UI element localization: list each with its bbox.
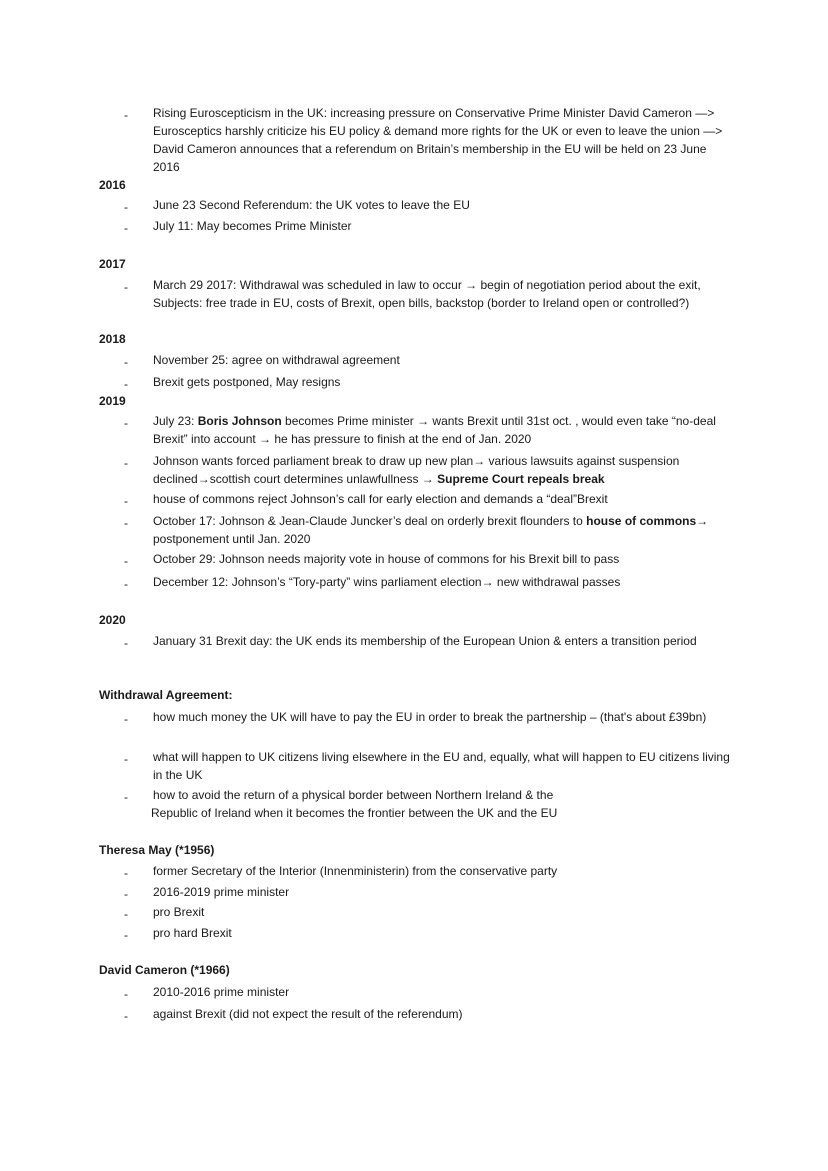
list-item-continuation: Republic of Ireland when it becomes the frontier between the UK and the EU <box>151 806 558 820</box>
bullet-dash: - <box>124 1009 128 1023</box>
bullet-dash: - <box>124 516 128 530</box>
list-item: Brexit gets postponed, May resigns <box>153 375 341 389</box>
bullet-dash: - <box>124 377 128 391</box>
list-item <box>153 452 733 488</box>
list-item: house of commons reject Johnson’s call for early election and demands a “deal”Brexit <box>153 492 608 506</box>
bullet-dash: - <box>124 108 128 122</box>
list-item: 2010-2016 prime minister <box>153 985 290 999</box>
bullet-dash: - <box>124 752 128 766</box>
list-item: pro Brexit <box>153 905 205 919</box>
bullet-dash: - <box>124 416 128 430</box>
heading-david-cameron: David Cameron (*1966) <box>99 963 230 977</box>
bullet-dash: - <box>124 636 128 650</box>
bullet-dash: - <box>124 577 128 591</box>
bullet-dash: - <box>124 200 128 214</box>
bullet-dash: - <box>124 280 128 294</box>
list-item: how much money the UK will have to pay the EU in order to break the partnership – (that's about £39bn) <box>153 710 707 724</box>
list-item: 2016-2019 prime minister <box>153 885 290 899</box>
heading-withdrawal-agreement: Withdrawal Agreement: <box>99 688 233 702</box>
bullet-dash: - <box>124 554 128 568</box>
bullet-dash: - <box>124 987 128 1001</box>
heading-2016: 2016 <box>99 178 126 192</box>
bullet-dash: - <box>124 712 128 726</box>
item-text: July 23: <box>153 414 198 428</box>
list-item <box>153 512 733 548</box>
bullet-dash: - <box>124 907 128 921</box>
list-item: December 12: Johnson’s “Tory-party” wins parliament election→ new withdrawal passes <box>153 575 621 589</box>
list-item: former Secretary of the Interior (Innenministerin) from the conservative party <box>153 864 558 878</box>
bullet-dash: - <box>124 928 128 942</box>
list-item: what will happen to UK citizens living elsewhere in the EU and, equally, what will happen to EU citizens living in the UK <box>153 750 730 782</box>
bullet-dash: - <box>124 355 128 369</box>
bullet-dash: - <box>124 887 128 901</box>
bullet-dash: - <box>124 790 128 804</box>
item-bold: Supreme Court repeals break <box>437 472 605 486</box>
list-item: October 29: Johnson needs majority vote in house of commons for his Brexit bill to pass <box>153 552 620 566</box>
list-item: March 29 2017: Withdrawal was scheduled in law to occur → begin of negotiation period about the exit, Subjects: free trade in EU, costs of Brexit, open bills, backstop (border to Ireland open or controlled?) <box>153 278 701 310</box>
list-item: July 11: May becomes Prime Minister <box>153 219 352 233</box>
list-item: June 23 Second Referendum: the UK votes to leave the EU <box>153 198 470 212</box>
item-text: October 17: Johnson & Jean-Claude Juncker’s deal on orderly brexit flounders to <box>153 514 587 528</box>
list-item: pro hard Brexit <box>153 926 232 940</box>
item-text: Johnson wants forced parliament break to draw up new plan→ various lawsuits against suspension declined→scottish court determines unlawfullness → <box>153 454 680 486</box>
bullet-dash: - <box>124 221 128 235</box>
intro-item: Rising Euroscepticism in the UK: increasing pressure on Conservative Prime Minister David Cameron —> Eurosceptics harshly criticize his EU policy & demand more rights for the UK or even to leave the union —> David Cameron announces that a referendum on Britain’s membership in the EU will be held on 23 June 2016 <box>153 106 723 174</box>
bullet-dash: - <box>124 456 128 470</box>
bullet-dash: - <box>124 494 128 508</box>
heading-2019: 2019 <box>99 394 126 408</box>
list-item: November 25: agree on withdrawal agreement <box>153 353 400 367</box>
heading-2017: 2017 <box>99 257 126 271</box>
item-text: becomes Prime minister → wants Brexit until 31st oct. , would even take “no-deal Brexit” into account → he has pressure to finish at the end of Jan. 2020 <box>153 414 716 446</box>
list-item: how to avoid the return of a physical border between Northern Ireland & the <box>153 788 554 802</box>
heading-theresa-may: Theresa May (*1956) <box>99 843 215 857</box>
list-item <box>153 412 733 448</box>
heading-2020: 2020 <box>99 613 126 627</box>
item-bold: house of commons <box>586 514 697 528</box>
list-item: against Brexit (did not expect the result of the referendum) <box>153 1007 463 1021</box>
bullet-dash: - <box>124 866 128 880</box>
item-bold: Boris Johnson <box>197 414 282 428</box>
list-item: January 31 Brexit day: the UK ends its membership of the European Union & enters a transition period <box>153 634 697 648</box>
item-text: → postponement until Jan. 2020 <box>153 514 709 546</box>
heading-2018: 2018 <box>99 332 126 346</box>
